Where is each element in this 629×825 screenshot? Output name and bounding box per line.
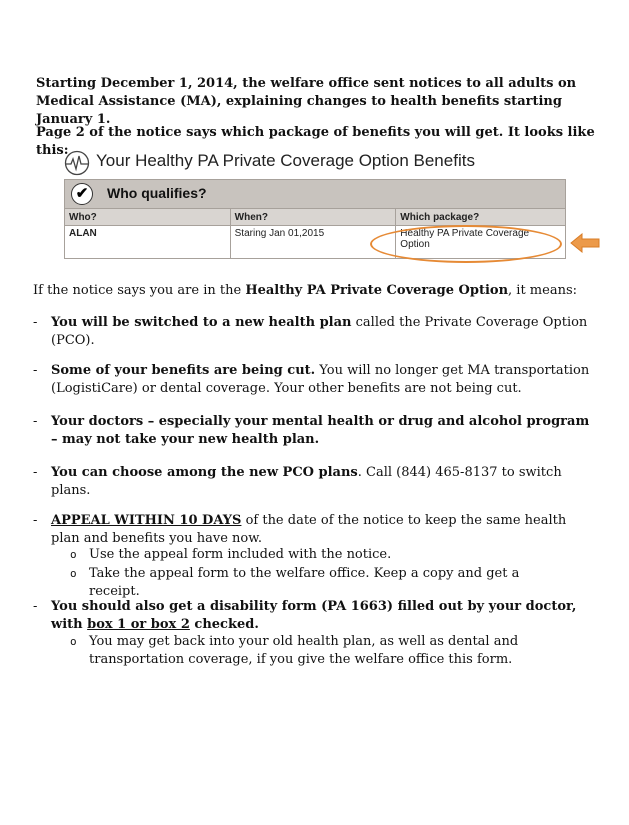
list-item-appeal: - APPEAL WITHIN 10 DAYS of the date of the notice to keep the same health plan and benefits you have now.	[33, 513, 567, 546]
who-qualifies-heading: Who qualifies?	[107, 185, 207, 201]
list-item-doctors: - Your doctors – especially your mental health or drug and alcohol program – may not take your new health plan.	[33, 414, 590, 447]
list-item-benefits-cut: - Some of your benefits are being cut. You will no longer get MA transportation (LogistiCare) or dental coverage. Your other benefits are not being cut.	[33, 363, 590, 396]
list-item-choose-plans: - You can choose among the new PCO plans. Call (844) 465-8137 to switch plans.	[33, 465, 562, 498]
appeal-sub-item: o Use the appeal form included with the notice.	[70, 547, 392, 562]
page2-intro: Page 2 of the notice says which package of benefits you will get. It looks like this:	[36, 125, 595, 158]
column-header-who: Who?	[65, 209, 231, 226]
intro-paragraph: Starting December 1, 2014, the welfare office sent notices to all adults on Medical Assistance (MA), explaining changes to health benefits starting January 1.	[36, 76, 577, 127]
disability-sub-item: o You may get back into your old health plan, as well as dental and transportation coverage, if you give the welfare office this form.	[70, 634, 519, 667]
arrow-left-icon	[570, 233, 600, 253]
heartbeat-icon	[64, 150, 90, 176]
list-item-new-plan: - You will be switched to a new health plan called the Private Coverage Option (PCO).	[33, 315, 588, 348]
cell-when: Staring Jan 01,2015	[230, 226, 396, 259]
column-header-package: Which package?	[396, 209, 566, 226]
list-item-disability-form: - You should also get a disability form (PA 1663) filled out by your doctor, with box 1 or box 2 checked.	[33, 599, 577, 632]
checkmark-icon: ✔	[71, 183, 93, 205]
benefit-header	[62, 147, 566, 177]
cell-package: Healthy PA Private Coverage Option	[396, 226, 566, 259]
lead-sentence: If the notice says you are in the Healthy PA Private Coverage Option, it means:	[33, 283, 578, 298]
column-header-when: When?	[230, 209, 396, 226]
cell-who: ALAN	[65, 226, 231, 259]
highlight-oval	[370, 225, 562, 263]
who-qualifies-band	[64, 179, 566, 208]
benefit-title: Your Healthy PA Private Coverage Option Benefits	[96, 151, 475, 170]
appeal-sub-item: o Take the appeal form to the welfare office. Keep a copy and get a receipt.	[70, 566, 520, 599]
